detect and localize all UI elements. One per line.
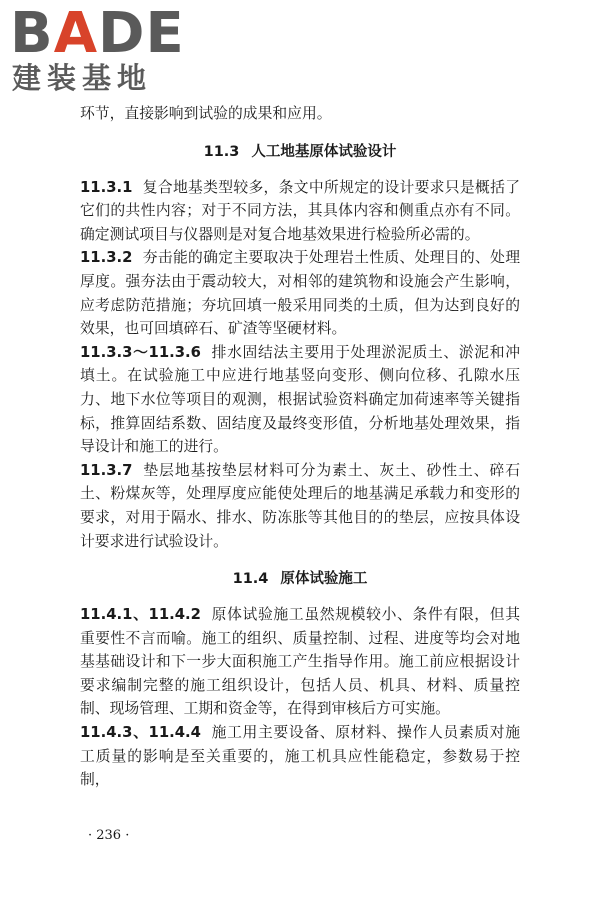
clause-number: 11.4.3、11.4.4 bbox=[80, 724, 201, 742]
clause-paragraph bbox=[80, 341, 520, 459]
clause-number: 11.3.7 bbox=[80, 461, 133, 479]
document-body bbox=[80, 102, 520, 792]
logo bbox=[10, 1, 185, 95]
clause-paragraph bbox=[80, 176, 520, 247]
clause-text: 原体试验施工虽然规模较小、条件有限，但其重要性不言而喻。施工的组织、质量控制、过程、进度等均会对地基基础设计和下一步大面积施工产生指导作用。施工前应根据设计要求编制完整的施工组织设计，包括人员、机具、材料、质量控制、现场管理、工期和资金等，在得到审核后方可实施。 bbox=[80, 606, 520, 718]
clause-text: 排水固结法主要用于处理淤泥质土、淤泥和冲填土。在试验施工中应进行地基竖向变形、侧向位移、孔隙水压力、地下水位等项目的观测，根据试验资料确定加荷速率等关键指标，推算固结系数、固结度及最终变形值，分析地基处理效果，指导设计和施工的进行。 bbox=[80, 343, 520, 456]
clause-text: 复合地基类型较多，条文中所规定的设计要求只是概括了它们的共性内容；对于不同方法，其具体内容和侧重点亦有不同。确定测试项目与仪器则是对复合地基效果进行检验所必需的。 bbox=[80, 178, 520, 243]
clause-paragraph bbox=[80, 459, 520, 553]
section-number: 11.3 bbox=[203, 143, 240, 160]
section-number: 11.4 bbox=[232, 571, 269, 588]
section-heading-11-4 bbox=[80, 569, 520, 589]
clause-text: 垫层地基按垫层材料可分为素土、灰土、砂性土、碎石土、粉煤灰等，处理厚度应能使处理后的地基满足承载力和变形的要求，对用于隔水、排水、防冻胀等其他目的的垫层，应按具体设计要求进行试验设计。 bbox=[80, 461, 520, 550]
clause-number: 11.3.3～11.3.6 bbox=[80, 343, 201, 361]
clause-text: 夯击能的确定主要取决于处理岩土性质、处理目的、处理厚度。强夯法由于震动较大，对相邻的建筑物和设施会产生影响，应考虑防范措施；夯坑回填一般采用同类的土质，但为达到良好的效果，也可回填碎石、矿渣等坚硬材料。 bbox=[80, 249, 520, 338]
clause-paragraph bbox=[80, 603, 520, 721]
clause-paragraph bbox=[80, 246, 520, 340]
logo-wordmark: BADE bbox=[10, 1, 185, 66]
section-title: 原体试验施工 bbox=[280, 571, 368, 588]
clause-number: 11.3.2 bbox=[80, 249, 133, 267]
section-heading-11-3 bbox=[80, 142, 520, 162]
clause-paragraph bbox=[80, 721, 520, 792]
clause-number: 11.4.1、11.4.2 bbox=[80, 606, 201, 624]
logo-accent-letter: A bbox=[53, 1, 99, 66]
section-title: 人工地基原体试验设计 bbox=[251, 143, 397, 160]
clause-text: 施工用主要设备、原材料、操作人员素质对施工质量的影响是至关重要的，施工机具应性能稳定，参数易于控制， bbox=[80, 724, 520, 789]
clause-number: 11.3.1 bbox=[80, 178, 133, 196]
intro-paragraph: 环节，直接影响到试验的成果和应用。 bbox=[80, 105, 332, 122]
page-number: · 236 · bbox=[88, 828, 130, 843]
logo-subtitle: 建装基地 bbox=[12, 61, 153, 95]
